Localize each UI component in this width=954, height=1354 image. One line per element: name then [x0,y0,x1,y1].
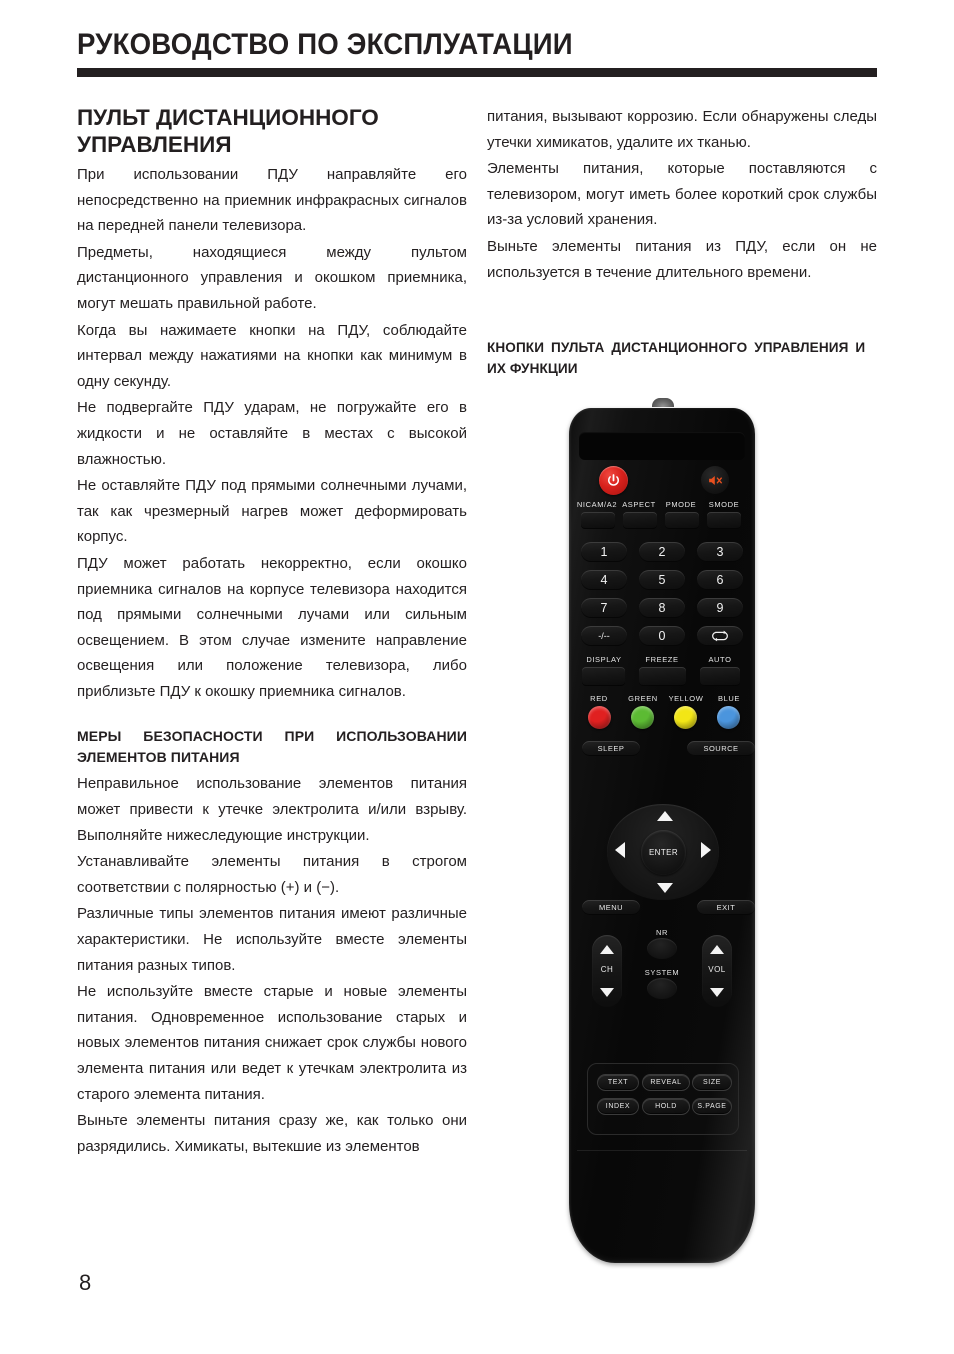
system-button[interactable] [647,978,677,999]
menu-button[interactable]: MENU [582,900,640,915]
mute-icon [707,472,724,489]
volume-rocker[interactable] [702,935,732,1007]
arrow-up-icon[interactable] [657,811,673,821]
key-label-system: SYSTEM [644,968,680,977]
exit-button[interactable]: EXIT [697,900,755,915]
arrow-down-icon[interactable] [657,883,673,893]
sleep-button[interactable]: SLEEP [582,741,640,756]
paragraph: Когда вы нажимаете кнопки на ПДУ, соблюдайте интервал между нажатиями на кнопки как минимум в одну секунду. [77,321,467,390]
page-header [77,28,877,77]
right-column [487,104,877,382]
green-button[interactable] [631,706,654,729]
paragraph: Предметы, находящиеся между пультом дистанционного управления и окошком приемника, могут мешать правильной работе. [77,243,467,312]
paragraph: Устанавливайте элементы питания в строгом соответствии с полярностью (+) и (−). [77,853,467,896]
power-icon [606,473,621,488]
remote-control-illustration [553,398,773,1268]
nicam-button[interactable] [581,512,615,529]
blue-button[interactable] [717,706,740,729]
channel-up-icon[interactable] [600,945,614,954]
section-title-remote-control: ПУЛЬТ ДИСТАНЦИОННОГО УПРАВЛЕНИЯ [77,105,379,157]
key-label-nicam: NICAM/A2 [576,500,618,509]
number-key-2[interactable]: 2 [639,542,685,562]
key-label-smode: SMODE [708,500,740,509]
number-key-8[interactable]: 8 [639,598,685,618]
recall-icon [709,630,731,642]
key-label-yellow: YELLOW [668,694,704,703]
red-button[interactable] [588,706,611,729]
power-button[interactable] [599,466,628,495]
paragraph: Неправильное использование элементов питания может привести к утечке электролита и/или взрыву. Выполняйте нижеследующие инструкции. [77,775,467,844]
pmode-button[interactable] [665,512,699,529]
number-key-6[interactable]: 6 [697,570,743,590]
paragraph: При использовании ПДУ направляйте его непосредственно на приемник инфракрасных сигналов на передней панели телевизора. [77,166,467,235]
number-key-4[interactable]: 4 [581,570,627,590]
index-button[interactable]: INDEX [597,1098,639,1115]
number-key-7[interactable]: 7 [581,598,627,618]
remote-body [569,408,755,1263]
key-label-nr: NR [655,928,669,937]
yellow-button[interactable] [674,706,697,729]
arrow-right-icon[interactable] [701,842,711,858]
reveal-button[interactable]: REVEAL [642,1074,690,1091]
subsection-title-remote-buttons: КНОПКИ ПУЛЬТА ДИСТАНЦИОННОГО УПРАВЛЕНИЯ И ИХ ФУНКЦИИ [487,339,866,377]
volume-down-icon[interactable] [710,988,724,997]
channel-rocker[interactable] [592,935,622,1007]
header-rule [77,68,877,77]
navigation-pad [607,804,719,900]
paragraph: Не используйте вместе старые и новые элементы питания. Одновременное использование старых и новых элементов питания снижает срок службы нового элемента питания или ведет к утечкам электролита из старого элемента питания. [77,983,467,1103]
auto-button[interactable] [700,667,740,686]
paragraph: Не оставляйте ПДУ под прямыми солнечными лучами, так как чрезмерный нагрев может деформировать корпус. [77,477,467,546]
nr-button[interactable] [647,938,677,959]
ir-emitter-icon [652,398,674,407]
freeze-button[interactable] [639,667,686,686]
paragraph: ПДУ может работать некорректно, если окошко приемника сигналов на корпусе телевизора находится под прямыми солнечными лучами или сильным освещением. В этом случае измените направление освещения или положение телевизора, либо приблизьте ПДУ к окошку приемника сигналов. [77,554,467,700]
source-button[interactable]: SOURCE [687,741,755,756]
number-key-0[interactable]: 0 [639,626,685,646]
key-label-aspect: ASPECT [622,500,656,509]
smode-button[interactable] [707,512,741,529]
paragraph: Элементы питания, которые поставляются с телевизором, могут иметь более короткий срок службы из-за условий хранения. [487,160,877,229]
number-key-9[interactable]: 9 [697,598,743,618]
hold-button[interactable]: HOLD [642,1098,690,1115]
key-label-blue: BLUE [718,694,740,703]
paragraph: Не подвергайте ПДУ ударам, не погружайте его в жидкости и не оставляйте в местах с высокой влажностью. [77,399,467,468]
volume-up-icon[interactable] [710,945,724,954]
number-key-5[interactable]: 5 [639,570,685,590]
spage-button[interactable]: S.PAGE [692,1098,732,1115]
paragraph: Различные типы элементов питания имеют различные характеристики. Не используйте вместе элементы питания разных типов. [77,905,467,974]
paragraph: Выньте элементы питания из ПДУ, если он не используется в течение длительного времени. [487,237,877,281]
key-label-freeze: FREEZE [645,655,679,664]
remote-keypad [569,408,755,1263]
text-button[interactable]: TEXT [597,1074,639,1091]
arrow-left-icon[interactable] [615,842,625,858]
teletext-panel [587,1063,739,1135]
enter-button[interactable]: ENTER [641,830,686,875]
display-button[interactable] [582,667,625,686]
key-label-auto: AUTO [708,655,732,664]
key-label-pmode: PMODE [665,500,697,509]
dash-key[interactable]: -/-- [581,626,627,646]
number-key-1[interactable]: 1 [581,542,627,562]
number-key-3[interactable]: 3 [697,542,743,562]
left-column [77,104,467,1160]
channel-label: CH [600,965,614,974]
channel-down-icon[interactable] [600,988,614,997]
page-title: РУКОВОДСТВО ПО ЭКСПЛУАТАЦИИ [77,28,573,61]
key-label-green: GREEN [628,694,658,703]
key-label-red: RED [590,694,608,703]
page-number: 8 [79,1270,92,1295]
mute-button[interactable] [701,466,729,494]
remote-case-seam [577,1150,747,1151]
paragraph: питания, вызывают коррозию. Если обнаружены следы утечки химикатов, удалите их тканью. [487,108,877,151]
paragraph: Выньте элементы питания сразу же, как только они разрядились. Химикаты, вытекшие из элементов [77,1112,467,1155]
size-button[interactable]: SIZE [692,1074,732,1091]
aspect-button[interactable] [623,512,657,529]
recall-button[interactable] [697,626,743,646]
volume-label: VOL [708,965,726,974]
subsection-title-battery-safety: МЕРЫ БЕЗОПАСНОСТИ ПРИ ИСПОЛЬЗОВАНИИ ЭЛЕМЕНТОВ ПИТАНИЯ [77,728,467,766]
key-label-display: DISPLAY [586,655,622,664]
